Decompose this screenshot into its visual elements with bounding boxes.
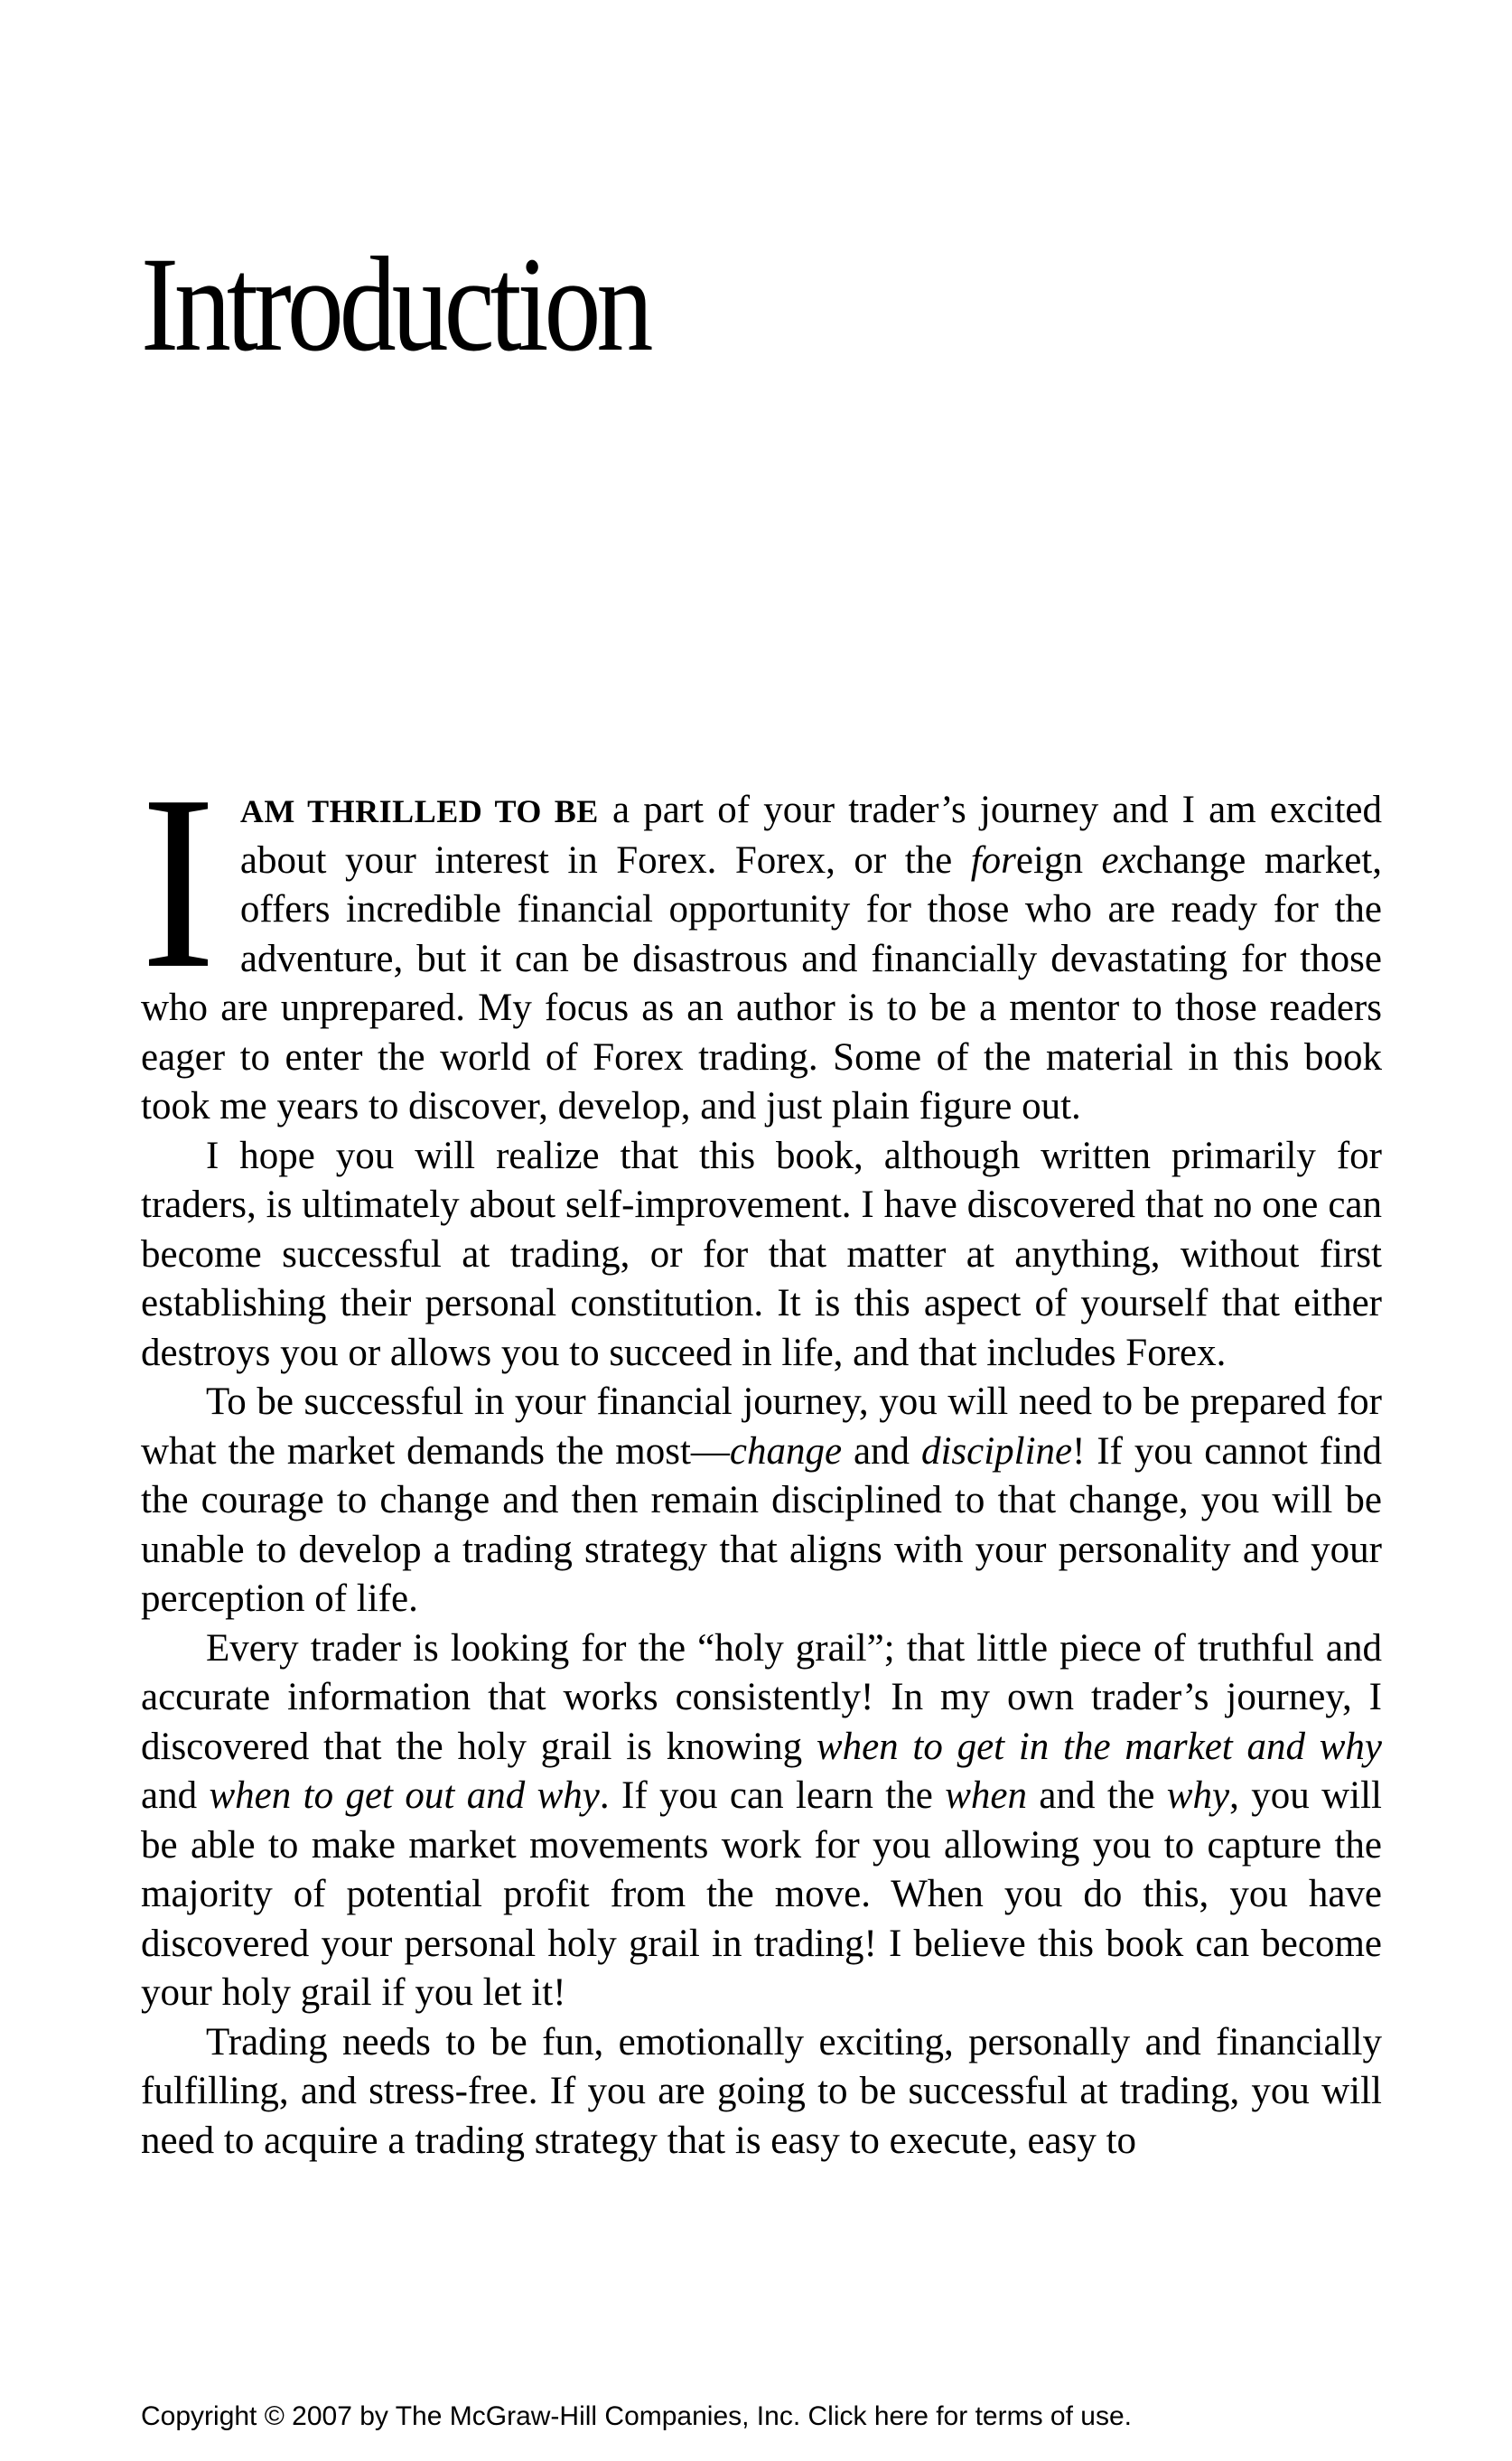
paragraph-1 <box>141 744 1383 1132</box>
italic-run: when to get out and why <box>209 1774 600 1817</box>
paragraph-5: Trading needs to be fun, emotionally exciting, personally and financially fulfilling, and stress-free. If you are going to be successful at trading, you will need to acquire a trading strategy that is easy to execute, easy to <box>141 2020 1382 2162</box>
text-run: eign <box>1015 838 1102 882</box>
italic-run: when <box>945 1774 1028 1817</box>
italic-run: when to get in the market and why <box>816 1725 1382 1768</box>
paragraph-3 <box>141 1378 1382 1624</box>
lead-in: AM THRILLED TO BE <box>239 793 599 829</box>
drop-cap: I <box>141 744 216 1020</box>
italic-run: change <box>729 1429 843 1473</box>
text-run: change market, offers incredible financial opportunity for those who are ready for the adventure, but it can be disastrous and financially devastating for those who are unprepared. My focus as an author is to be a mentor to those readers eager to enter the world of Forex trading. Some of the material in this book took me years to discover, develop, and just plain figure out. <box>141 838 1382 1128</box>
italic-run: why <box>1166 1774 1230 1817</box>
text-run: To be successful in your financial journey, you will need to be prepared for what the market demands the most— <box>141 1380 1382 1473</box>
paragraph-2: I hope you will realize that this book, although written primarily for traders, is ultimately about self-improvement. I have discovered that no one can become successful at trading, or for that matter at anything, without first establishing their personal constitution. It is this aspect of yourself that either destroys you or allows you to succeed in life, and that includes Forex. <box>141 1134 1382 1374</box>
body-text <box>141 744 1383 2166</box>
italic-run: for <box>970 838 1016 882</box>
italic-run: discipline <box>920 1429 1073 1473</box>
text-run: and <box>141 1774 210 1817</box>
chapter-title: Introduction <box>141 229 649 379</box>
copyright-footer <box>141 2403 1132 2430</box>
text-run: and the <box>1027 1774 1167 1817</box>
text-run: and <box>842 1429 921 1473</box>
text-run: Every trader is looking for the “holy grail”; that little piece of truthful and accurate information that works consistently! In my own trader’s journey, I discovered that the holy grail is knowing <box>141 1626 1382 1768</box>
copyright-text: Copyright © 2007 by The McGraw-Hill Companies, Inc. <box>141 2401 808 2431</box>
text-run: a part of your trader’s journey and I am excited about your interest in Forex. Forex, or the <box>239 789 1383 882</box>
italic-run: ex <box>1101 838 1136 882</box>
text-run: ! If you cannot find the courage to change and then remain disciplined to that change, you will be unable to develop a trading strategy that aligns with your personality and your perception of life. <box>141 1429 1383 1620</box>
text-run: , you will be able to make market movements work for you allowing you to capture the majority of potential profit from the move. When you do this, you have discovered your personal holy grail in trading! I believe this book can become your holy grail if you let it! <box>141 1774 1382 2014</box>
text-run: . If you can learn the <box>599 1774 946 1817</box>
terms-of-use-link[interactable]: Click here for terms of use. <box>807 2401 1132 2431</box>
paragraph-4 <box>141 1624 1382 2018</box>
